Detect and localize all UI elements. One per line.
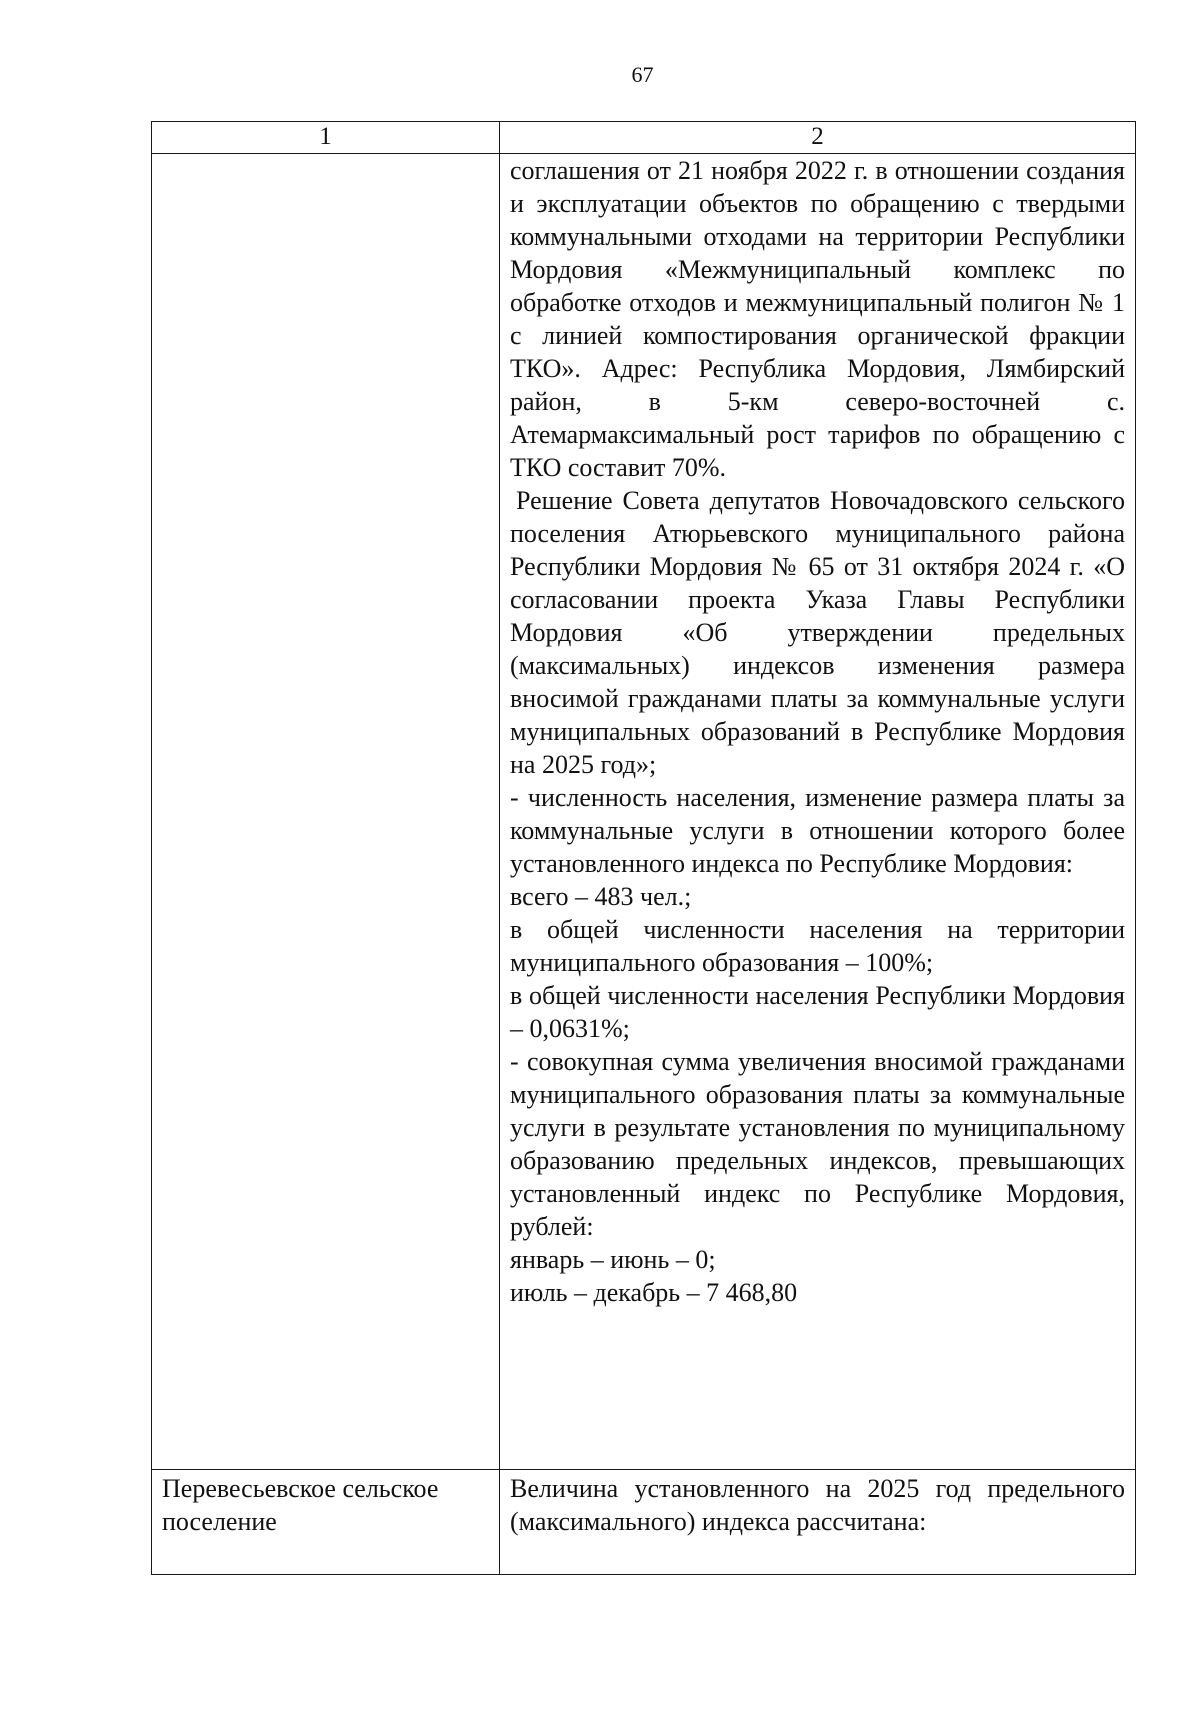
row1-col2-cell (500, 154, 1136, 1470)
column-header-1: 1 (152, 122, 500, 154)
municipal-share-paragraph: в общей численности населения на территории муниципального образования – 100%; (510, 915, 1125, 977)
agreement-paragraph: соглашения от 21 ноября 2022 г. в отношении создания и эксплуатации объектов по обращению с твердыми коммунальными отходами на территории Республики Мордовия «Межмуниципальный комплекс по обработке отходов и межмуниципальный полигон № 1 с линией компостирования органической фракции ТКО». Адрес: Республика Мордовия, Лямбирский район, в 5-км северо-восточней с. Атемармаксимальный рост тарифов по обращению с ТКО составит 70%. (510, 156, 1125, 482)
column-header-2: 2 (500, 122, 1136, 154)
republic-share-paragraph: в общей численности населения Республики Мордовия – 0,0631%; (510, 981, 1125, 1043)
table-row (152, 1470, 1136, 1575)
row2-col2-cell (500, 1470, 1136, 1575)
settlement-name: Перевесьевское сельское поселение (162, 1474, 439, 1536)
table-row (152, 154, 1136, 1470)
page-number: 67 (631, 62, 654, 87)
council-decision-paragraph: Решение Совета депутатов Новочадовского сельского поселения Атюрьевского муниципального района Республики Мордовия № 65 от 31 октября 2024 г. «О согласовании проекта Указа Главы Республики Мордовия «Об утверждении предельных (максимальных) индексов изменения размера вносимой гражданами платы за коммунальные услуги муниципальных образований в Республике Мордовия на 2025 год»; (510, 486, 1125, 779)
data-table (151, 121, 1136, 1575)
population-total-line: всего – 483 чел.; (510, 882, 692, 911)
jul-dec-line: июль – декабрь – 7 468,80 (510, 1278, 798, 1307)
population-paragraph: - численность населения, изменение размера платы за коммунальные услуги в отношении которого более установленного индекса по Республике Мордовия: (510, 783, 1125, 878)
table-header-row (152, 122, 1136, 154)
index-calculation-paragraph: Величина установленного на 2025 год предельного (максимального) индекса рассчитана: (510, 1474, 1125, 1536)
jan-jun-line: январь – июнь – 0; (510, 1245, 716, 1274)
total-increase-paragraph: - совокупная сумма увеличения вносимой гражданами муниципального образования платы за коммунальные услуги в результате установления по муниципальному образованию предельных индексов, превышающих установленный индекс по Республике Мордовия, рублей: (510, 1047, 1125, 1241)
row1-col1-cell (152, 154, 500, 1470)
row2-col1-cell (152, 1470, 500, 1575)
